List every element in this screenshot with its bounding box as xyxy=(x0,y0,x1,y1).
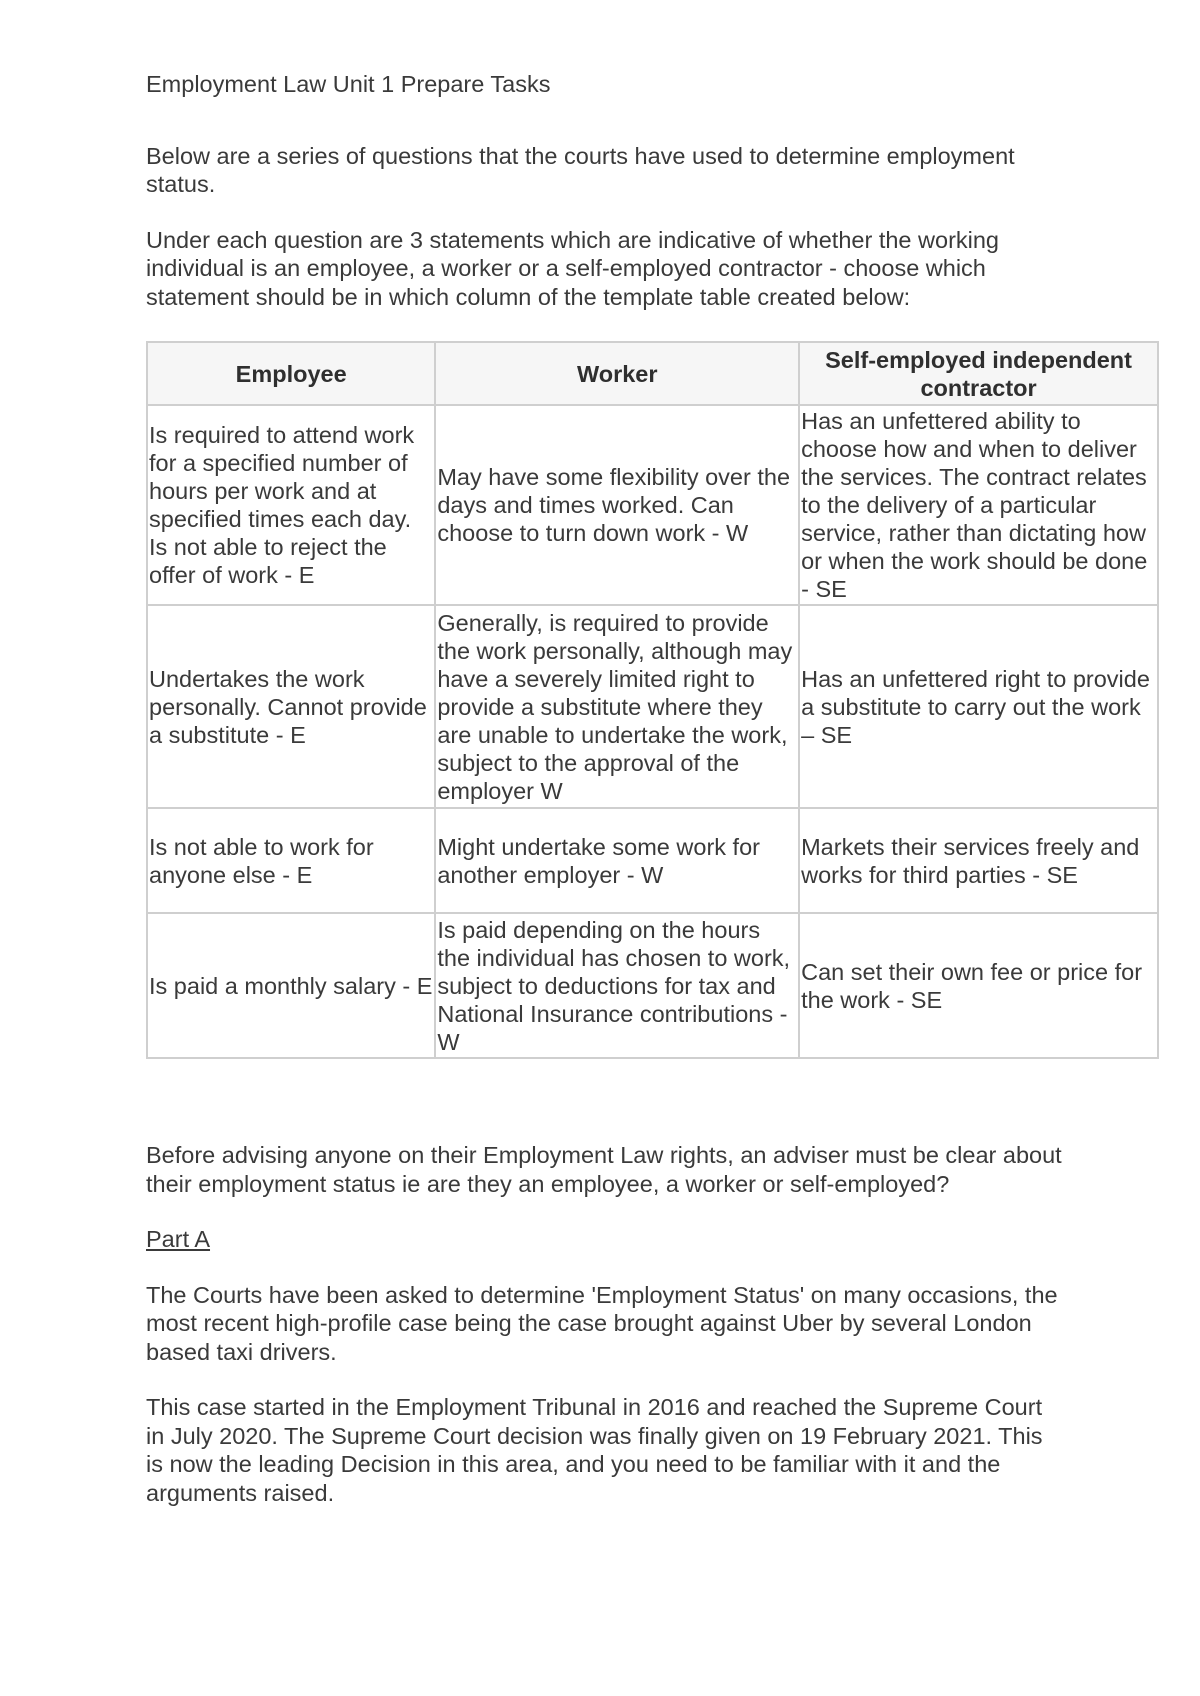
header-employee: Employee xyxy=(147,342,435,405)
cell-worker: Generally, is required to provide the work personally, although may have a severely limited right to provide a substitute where they are unable to undertake the work, subject to the approval of the employer W xyxy=(435,605,799,808)
cell-self-employed: Has an unfettered ability to choose how and when to deliver the services. The contract relates to the delivery of a particular service, rather than dictating how or when the work should be done - SE xyxy=(799,405,1158,605)
table-row xyxy=(147,913,1158,1058)
cell-self-employed: Markets their services freely and works for third parties - SE xyxy=(799,808,1158,913)
cell-employee: Is not able to work for anyone else - E xyxy=(147,808,435,913)
header-worker: Worker xyxy=(435,342,799,405)
document-body xyxy=(146,1141,1066,1534)
instructions-paragraph: Under each question are 3 statements which are indicative of whether the working individual is an employee, a worker or a self-employed contractor - choose which statement should be in which column of the template table created below: xyxy=(146,226,999,310)
cell-employee: Undertakes the work personally. Cannot provide a substitute - E xyxy=(147,605,435,808)
table-row xyxy=(147,808,1158,913)
cell-self-employed: Can set their own fee or price for the work - SE xyxy=(799,913,1158,1058)
cell-worker: Might undertake some work for another employer - W xyxy=(435,808,799,913)
part-a-heading: Part A xyxy=(146,1226,211,1252)
cell-worker: May have some flexibility over the days and times worked. Can choose to turn down work - W xyxy=(435,405,799,605)
document-intro xyxy=(146,70,1066,338)
cell-self-employed: Has an unfettered right to provide a substitute to carry out the work – SE xyxy=(799,605,1158,808)
employment-status-table xyxy=(146,341,1159,1059)
cell-worker: Is paid depending on the hours the individual has chosen to work, subject to deductions for tax and National Insurance contributions - W xyxy=(435,913,799,1058)
case-history-paragraph: This case started in the Employment Tribunal in 2016 and reached the Supreme Court in July 2020. The Supreme Court decision was finally given on 19 February 2021. This is now the leading Decision in this area, and you need to be familiar with it and the arguments raised. xyxy=(146,1394,1043,1506)
courts-paragraph: The Courts have been asked to determine 'Employment Status' on many occasions, the most recent high-profile case being the case brought against Uber by several London based taxi drivers. xyxy=(146,1281,1058,1365)
cell-employee: Is required to attend work for a specified number of hours per work and at specified times each day. Is not able to reject the offer of work - E xyxy=(147,405,435,605)
document-title: Employment Law Unit 1 Prepare Tasks xyxy=(146,71,551,97)
cell-employee: Is paid a monthly salary - E xyxy=(147,913,435,1058)
advice-paragraph: Before advising anyone on their Employment Law rights, an adviser must be clear about their employment status ie are they an employee, a worker or self-employed? xyxy=(146,1142,1062,1197)
table-header-row xyxy=(147,342,1158,405)
intro-paragraph: Below are a series of questions that the courts have used to determine employment status. xyxy=(146,142,1015,197)
header-self-employed: Self-employed independent contractor xyxy=(799,342,1158,405)
table-row xyxy=(147,605,1158,808)
table-row xyxy=(147,405,1158,605)
